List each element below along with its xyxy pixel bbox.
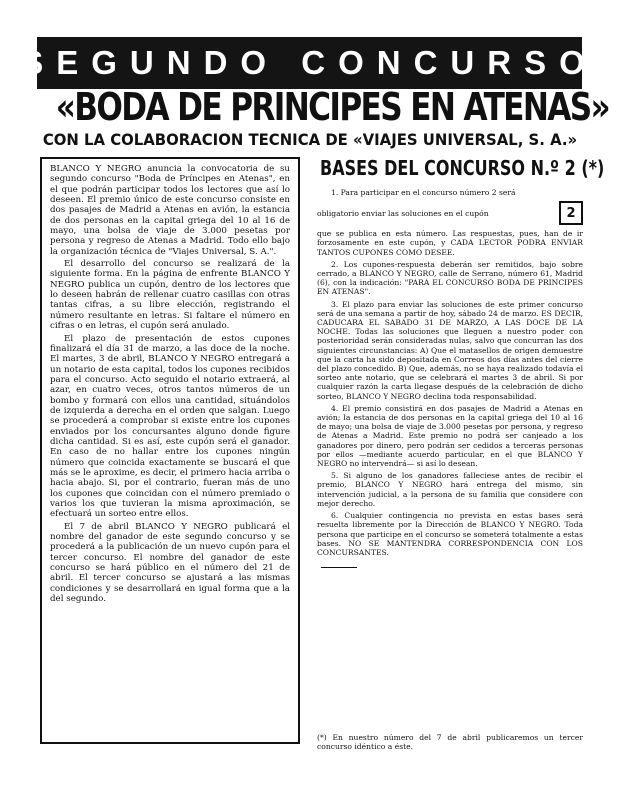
rule-item: 2. Los cupones-respuesta deberán ser remitidos, bajo sobre cerrado, a BLANCO Y NEGRO, calle de Serrano, número 61, Madrid (6), con la indicación: "PARA EL CONCURSO BODA DE PRINCIPES EN ATENAS".	[317, 259, 583, 297]
concurso-banner	[21, 37, 598, 89]
bases-title: BASES DEL CONCURSO N.º 2 (*)	[320, 156, 605, 180]
intro-paragraph: El desarrollo del concurso se realizará de la siguiente forma. En la página de enfrente BLANCO Y NEGRO publica un cupón, dentro de los lectores que lo deseen habrán de rellenar cuatro casillas con otras tantas cifras, a su libre elección, registrando el número resultante en letras. Si faltare el número en cifras o en letras, el cupón será anulado.	[50, 259, 290, 332]
subheadline: CON LA COLABORACION TECNICA DE «VIAJES UNIVERSAL, S. A.»	[42, 130, 578, 149]
intro-box	[40, 157, 300, 744]
rule-1-mid: obligatorio enviar las soluciones en el cupón	[317, 208, 489, 218]
rule-item: 5. Si alguno de los ganadores falleciese antes de recibir el premio, BLANCO Y NEGRO hará entrega del mismo, sin intervención judicial, a la persona de su familia que considere con mejor derecho.	[317, 471, 583, 508]
rule-1-end: que se publica en esta número. Las respuestas, pues, han de ir forzosamente en este cupón, y CADA LECTOR PODRA ENVIAR TANTOS CUPONES COMO DESEE.	[317, 229, 583, 257]
footnote-text: (*) En nuestro número del 7 de abril publicaremos un tercer concurso idéntico a éste.	[317, 733, 583, 752]
rule-item: 3. El plazo para enviar las soluciones de este primer concurso será de una semana a partir de hoy, sábado 24 de marzo. ES DECIR, CADUCARA EL SABADO 31 DE MARZO, A LAS DOCE DE LA NOCHE. Todas las soluciones que lleguen a nuestro poder con posterioridad serán consideradas nulas, salvo que concurran las dos siguientes circunstancias: A) Que el matasellos de origen demuestre que la carta ha sido depositada en Correos dos días antes del cierre del plazo concedido. B) Que, además, no se haya realizado todavía el sorteo ante notario, que se celebrará el martes 3 de abril. Si por cualquier razón la carta llegase después de la celebración de dicho sorteo, BLANCO Y NEGRO declina toda responsabilidad.	[317, 299, 583, 401]
rule-1-start: 1. Para participar en el concurso número 2 será	[331, 188, 516, 197]
rules-column	[317, 188, 583, 568]
coupon-reference-row	[317, 201, 583, 225]
banner-text: SEGUNDO CONCURSO	[21, 44, 598, 81]
intro-paragraph: El 7 de abril BLANCO Y NEGRO publicará el nombre del ganador de este segundo concurso y se procederá a la publicación de un nuevo cupón para el tercer concurso. El nombre del ganador de este concurso se hará público en el número del 21 de abril. El tercer concurso se ajustará a las mismas condiciones y se desarrollará en igual forma que a la del segundo.	[50, 521, 290, 605]
footnote-separator	[321, 567, 357, 568]
footnote	[317, 733, 583, 751]
intro-paragraph: El plazo de presentación de estos cupones finalizará el día 31 de marzo, a las doce de la noche. El martes, 3 de abril, BLANCO Y NEGRO entregará a un notario de esta capital, todos los cupones recibidos para el concurso. Acto seguido el notario extraerá, al azar, en cuatro veces, otros tantos números de un bombo y formará con ellos una cantidad, situándolos de izquierda a derecha en el orden que salgan. Luego se procederá a comprobar si existe entre los cupones enviados por los concursantes alguno donde figure dicha cantidad. Si es así, este cupón será el ganador. En caso de no hallar entre los cupones ningún número que coincida exactamente se buscará el que más se le aproxime, es decir, el primero hacia arriba o hacia abajo. Si, por el contrario, fueran más de uno los cupones que coincidan con el número premiado o varios los que tuvieran la misma aproximación, se efectuará un sorteo entre ellos.	[50, 333, 290, 520]
headline: «BODA DE PRINCIPES EN ATENAS»	[55, 85, 610, 129]
coupon-number-box: 2	[559, 201, 583, 225]
intro-paragraph: BLANCO Y NEGRO anuncia la convocatoria de su segundo concurso "Boda de Príncipes en Atenas", en el que podrán participar todos los lectores que así lo deseen. El premio único de este concurso consiste en dos pasajes de Madrid a Atenas en avión, la estancia de dos personas en la capital griega del 10 al 16 de mayo, una bolsa de viaje de 3.000 pesetas por persona y regreso de Atenas a Madrid. Todo ello bajo la organización técnica de "Viajes Universal, S. A.".	[50, 164, 290, 257]
rule-item: 6. Cualquier contingencia no prevista en estas bases será resuelta libremente por la Dirección de BLANCO Y NEGRO. Toda persona que participe en el concurso se someterá totalmente a estas bases. NO SE MANTENDRA CORRESPONDENCIA CON LOS CONCURSANTES.	[317, 511, 583, 557]
rule-item: 4. El premio consistirá en dos pasajes de Madrid a Atenas en avión; la estancia de dos personas en la capital griega del 10 al 16 de mayo; una bolsa de viaje de 3.000 pesetas por persona, y regreso de Atenas a Madrid. Este premio no podrá ser canjeado a los ganadores por dinero, pero podrán ser cedidos a terceras personas por ellos —mediante acuerdo particular, en el que BLANCO Y NEGRO no intervendrá— si así lo desean.	[317, 403, 583, 469]
